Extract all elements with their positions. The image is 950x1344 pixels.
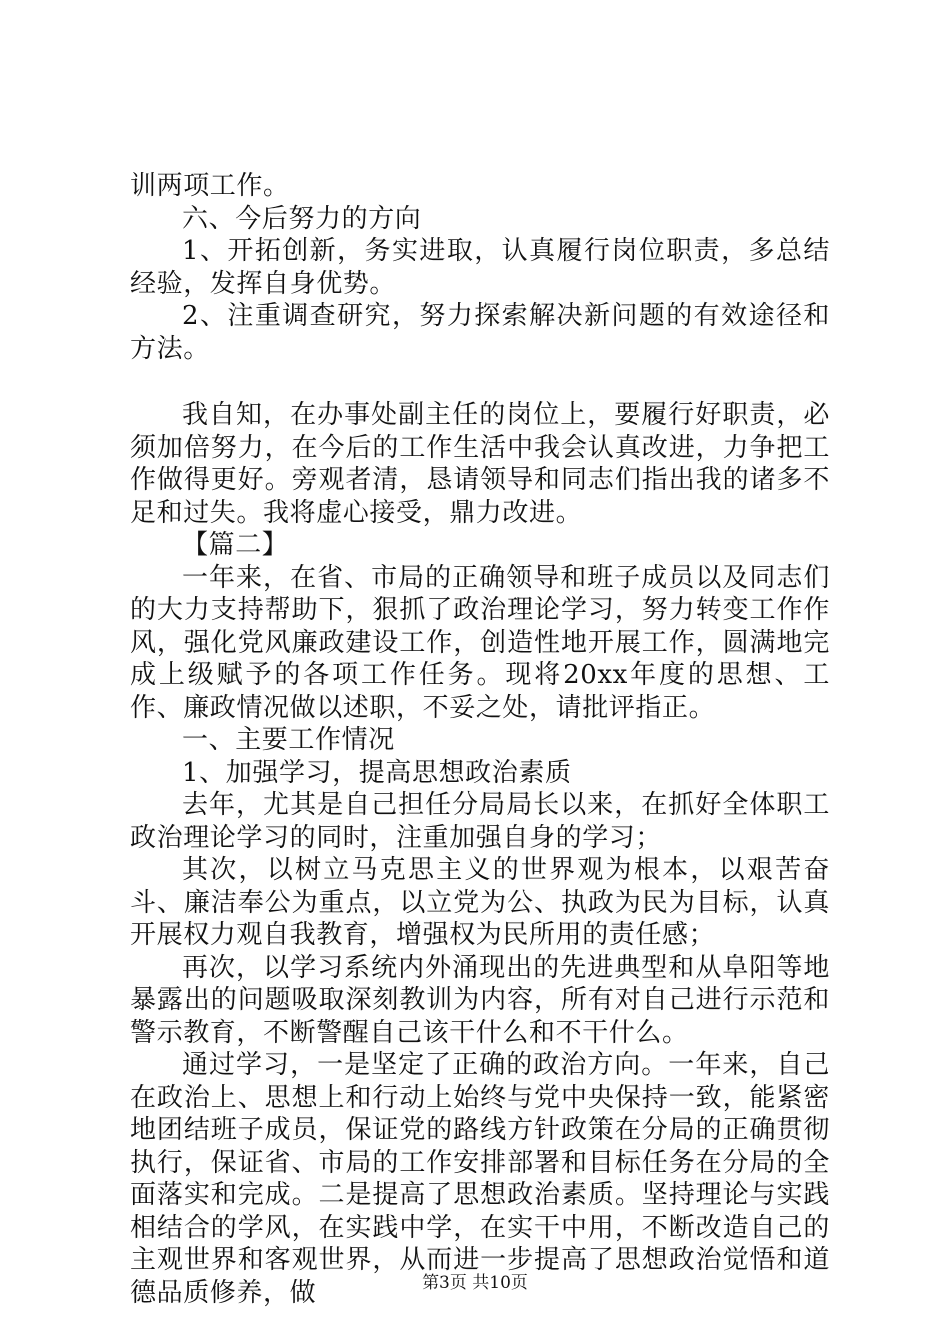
document-body [130,170,830,1309]
section-heading: 【篇二】 [182,530,289,560]
paragraph: 一年来，在省、市局的正确领导和班子成员以及同志们的大力支持帮助下，狠抓了政治理论学习，努力转变工作作风，强化党风廉政建设工作，创造性地开展工作，圆满地完成上级赋予的各项工作任务。现将20xx年度的思想、工作、廉政情况做以述职，不妥之处，请批评指正。 [130,562,830,723]
paragraph: 去年，尤其是自己担任分局局长以来，在抓好全体职工政治理论学习的同时，注重加强自身的学习； [130,790,830,853]
paragraph: 训两项工作。 [130,171,290,201]
paragraph: 2、注重调查研究，努力探索解决新问题的有效途径和方法。 [130,301,830,364]
page-footer [0,1272,950,1294]
page-number-label: 第3页 共10页 [422,1273,528,1293]
paragraph: 其次，以树立马克思主义的世界观为根本，以艰苦奋斗、廉洁奉公为重点，以立党为公、执政为民为目标，认真开展权力观自我教育，增强权为民所用的责任感； [130,855,830,950]
paragraph: 通过学习，一是坚定了正确的政治方向。一年来，自己在政治上、思想上和行动上始终与党中央保持一致，能紧密地团结班子成员，保证党的路线方针政策在分局的正确贯彻执行，保证省、市局的工作安排部署和目标任务在分局的全面落实和完成。二是提高了思想政治素质。坚持理论与实践相结合的学风，在实践中学，在实干中用，不断改造自己的主观世界和客观世界，从而进一步提高了思想政治觉悟和道德品质修养，做 [130,1050,830,1308]
section-heading: 1、加强学习，提高思想政治素质 [182,757,572,788]
section-heading: 一、主要工作情况 [182,725,395,755]
paragraph: 1、开拓创新，务实进取，认真履行岗位职责，多总结经验，发挥自身优势。 [130,236,830,299]
paragraph: 再次，以学习系统内外涌现出的先进典型和从阜阳等地暴露出的问题吸取深刻教训为内容，所有对自己进行示范和警示教育，不断警醒自己该干什么和不干什么。 [130,952,830,1048]
paragraph: 我自知，在办事处副主任的岗位上，要履行好职责，必须加倍努力，在今后的工作生活中我会认真改进，力争把工作做得更好。旁观者清，恳请领导和同志们指出我的诸多不足和过失。我将虚心接受，鼎力改进。 [130,400,830,528]
section-heading: 六、今后努力的方向 [182,203,422,234]
